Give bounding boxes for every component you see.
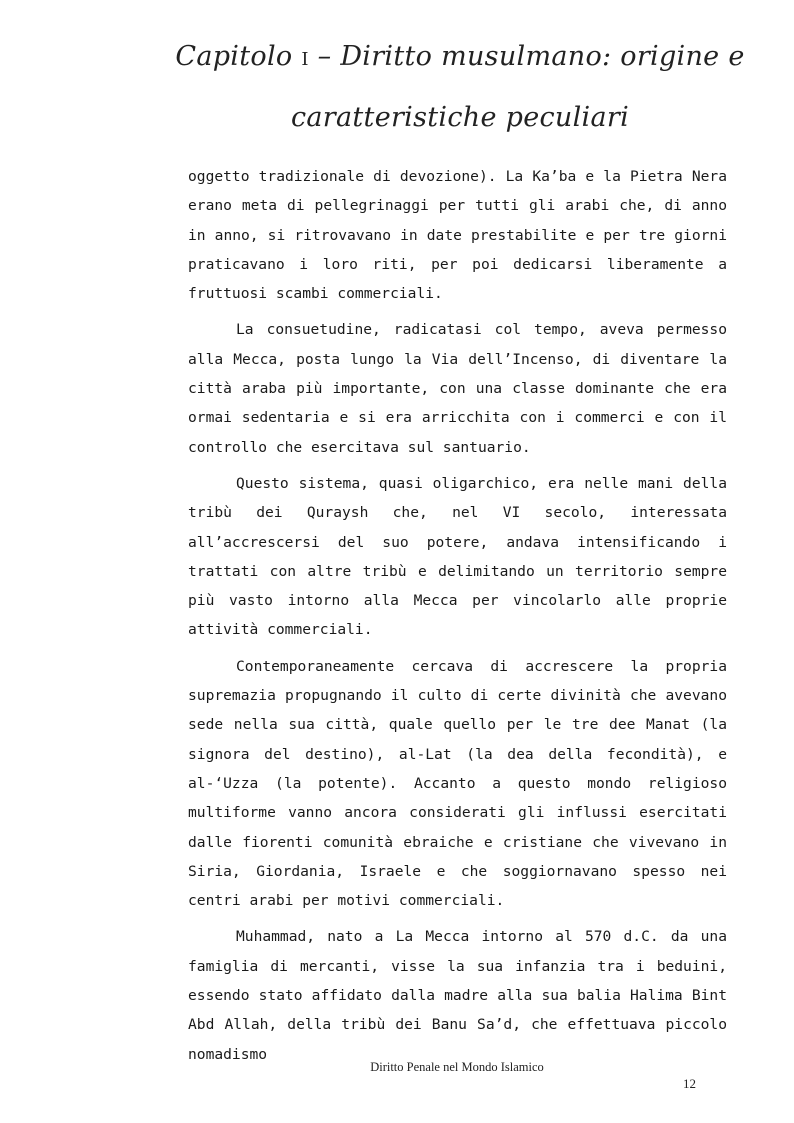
paragraph-4: Contemporaneamente cercava di accrescere la propria supremazia propugnando il culto di certe divinità che avevano sede nella sua città, quale quello per le tre dee Manat (la signora del destino), al-Lat (la dea della fecondità), e al-‘Uzza (la potente). Accanto a questo mondo religioso multiforme vanno ancora considerati gli influssi esercitati dalle fiorenti comunità ebraiche e cristiane che vivevano in Siria, Giordania, Israele e che soggiornavano spesso nei centri arabi per motivi commerciali. <box>188 657 727 910</box>
footer-title: Diritto Penale nel Mondo Islamico <box>370 1060 544 1074</box>
chapter-number: I <box>301 49 309 70</box>
chapter-title-line2: caratteristiche peculiari <box>290 102 630 133</box>
page-number: 12 <box>683 1076 696 1091</box>
paragraph-3: Questo sistema, quasi oligarchico, era nelle mani della tribù dei Quraysh che, nel VI secolo, interessata all’accrescersi del suo potere, andava intensificando i trattati con altre tribù e delimitando un territorio sempre più vasto intorno alla Mecca per vincolarlo alle proprie attività commerciali. <box>188 474 727 639</box>
paragraph-5: Muhammad, nato a La Mecca intorno al 570 d.C. da una famiglia di mercanti, visse la sua infanzia tra i beduini, essendo stato affidato dalla madre alla sua balia Halima Bint Abd Allah, della tribù dei Banu Sa’d, che effettuava piccolo nomadismo <box>188 928 727 1063</box>
chapter-title-line1: – Diritto musulmano: origine e <box>317 41 745 72</box>
chapter-word: Capitolo <box>175 41 293 72</box>
paragraph-2: La consuetudine, radicatasi col tempo, aveva permesso alla Mecca, posta lungo la Via dell’Incenso, di diventare la città araba più importante, con una classe dominante che era ormai sedentaria e si era arricchita con i commerci e con il controllo che esercitava sul santuario. <box>188 321 727 456</box>
chapter-header <box>150 28 770 147</box>
body-text <box>188 162 727 1076</box>
paragraph-1: oggetto tradizionale di devozione). La Ka’ba e la Pietra Nera erano meta di pellegrinaggi per tutti gli arabi che, di anno in anno, si ritrovavano in date prestabilite e per tre giorni praticavano i loro riti, per poi dedicarsi liberamente a fruttuosi scambi commerciali. <box>188 168 727 303</box>
chapter-header-line1 <box>150 28 770 89</box>
